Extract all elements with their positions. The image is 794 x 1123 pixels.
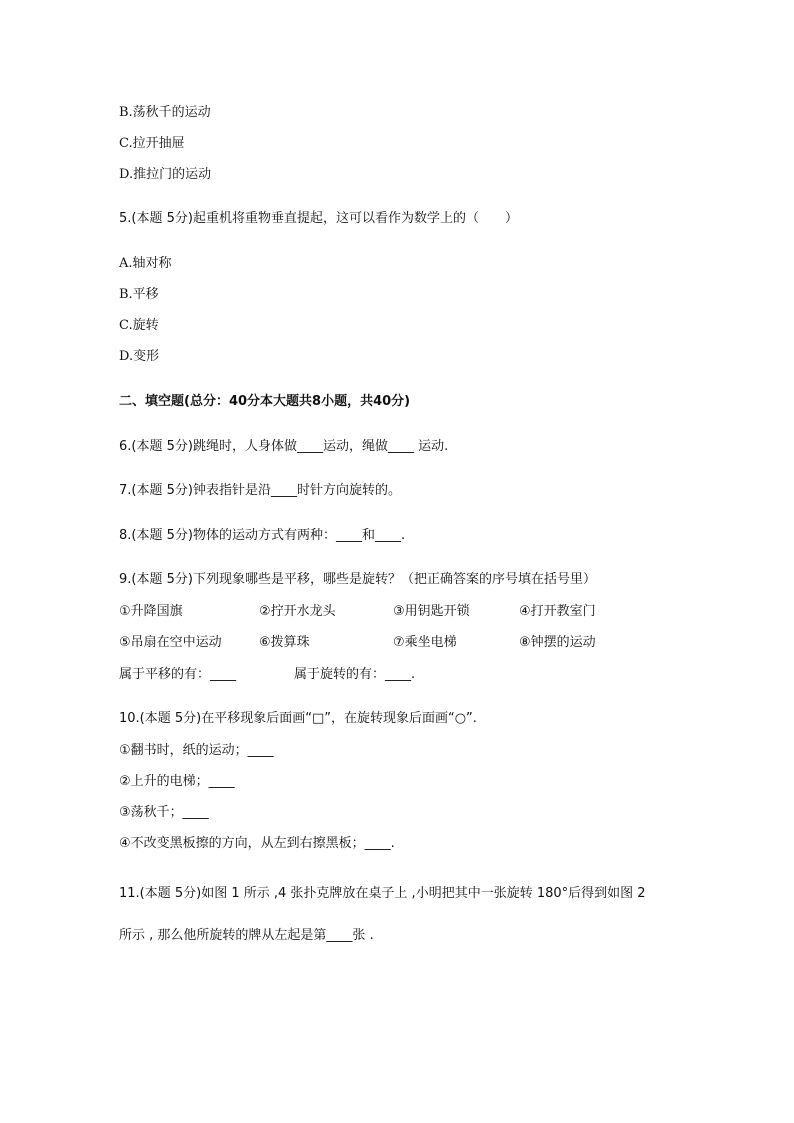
q11-line-1: 11.(本题 5分)如图 1 所示 ,4 张扑克牌放在桌子上 ,小明把其中一张旋转 180°后得到如图 2	[119, 886, 646, 901]
q9-item: ④打开教室门	[519, 604, 596, 619]
q5-option-d: D.变形	[119, 349, 160, 364]
q9-answer-rotate: 属于旋转的有：____.	[294, 667, 416, 682]
q10-stem: 10.(本题 5分)在平移现象后面画“□”，在旋转现象后面画“○”.	[119, 711, 477, 726]
section-heading: 二、填空题(总分：40分本大题共8小题，共40分)	[119, 394, 411, 409]
q9-item: ⑥拨算珠	[259, 635, 310, 650]
q9-answers	[119, 667, 415, 683]
q6: 6.(本题 5分)跳绳时，人身体做____运动，绳做____ 运动.	[119, 439, 449, 454]
q9-row-2	[119, 635, 596, 651]
q9-item: ③用钥匙开锁	[393, 604, 470, 619]
q9-item: ②拧开水龙头	[259, 604, 336, 619]
q9-stem: 9.(本题 5分)下列现象哪些是平移，哪些是旋转？（把正确答案的序号填在括号里）	[119, 572, 596, 587]
q9-item: ⑧钟摆的运动	[519, 635, 596, 650]
q9-item: ⑤吊扇在空中运动	[119, 635, 222, 650]
q4-option-d: D.推拉门的运动	[119, 167, 212, 182]
q10-item: ③荡秋千；____	[119, 805, 209, 820]
q4-option-c: C.拉开抽屉	[119, 136, 185, 151]
q5-option-c: C.旋转	[119, 318, 159, 333]
q9-row-1	[119, 604, 596, 620]
q4-option-b: B.荡秋千的运动	[119, 105, 211, 120]
q10-item: ④不改变黑板擦的方向，从左到右擦黑板；____.	[119, 836, 395, 851]
q11-line-2: 所示 , 那么他所旋转的牌从左起是第____张 .	[119, 928, 374, 943]
q10-item: ①翻书时，纸的运动；____	[119, 743, 274, 758]
q9-answer-translate: 属于平移的有：____	[119, 667, 237, 682]
q5-option-a: A.轴对称	[119, 256, 172, 271]
q7: 7.(本题 5分)钟表指针是沿____时针方向旋转的。	[119, 483, 401, 498]
q9-item: ⑦乘坐电梯	[393, 635, 457, 650]
q9-item: ①升降国旗	[119, 604, 183, 619]
q10-item: ②上升的电梯；____	[119, 774, 235, 789]
q5-option-b: B.平移	[119, 287, 159, 302]
q5-stem: 5.(本题 5分)起重机将重物垂直提起，这可以看作为数学上的（ ）	[119, 211, 518, 226]
q8: 8.(本题 5分)物体的运动方式有两种：____和____.	[119, 528, 406, 543]
